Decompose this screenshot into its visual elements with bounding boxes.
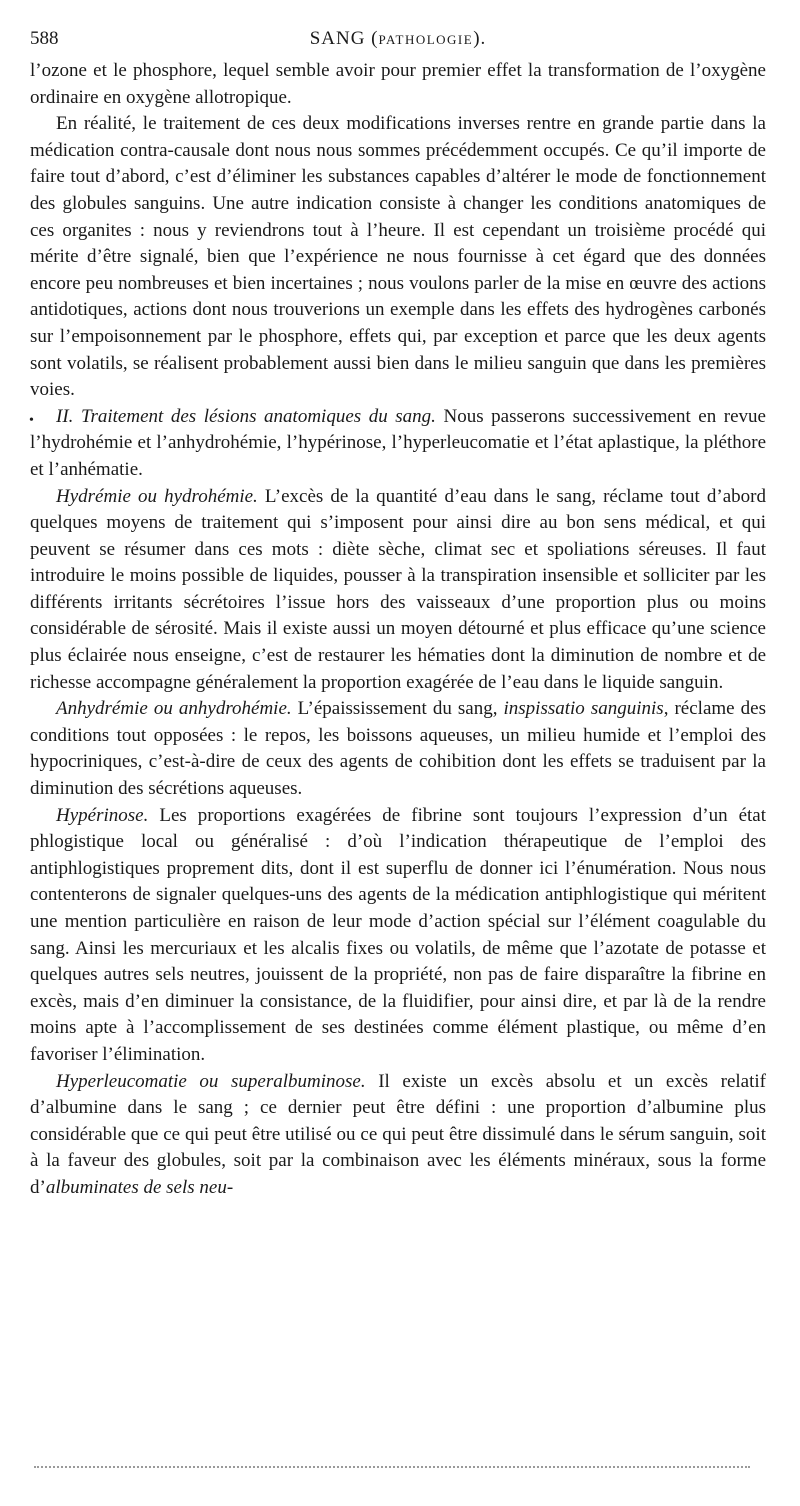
page-number: 588 bbox=[30, 28, 59, 49]
anhydremie-text-a: L’épaississement du sang, bbox=[291, 698, 504, 720]
heading-hyperleucomatie: Hyperleucomatie ou superalbuminose. bbox=[56, 1070, 366, 1092]
running-head bbox=[30, 26, 766, 54]
paragraph-continuation: l’ozone et le phosphore, lequel semble avoir pour premier effet la transformation de l’oxygène ordinaire en oxygène allotropique. bbox=[30, 60, 766, 108]
hyperinose-text: Les proportions exagérées de fibrine sont toujours l’expression d’un état phlogistique local ou généralisé : d’où l’indication thérapeutique de l’emploi des antiphlogistiques proprement dits, dont il est superflu de donner ici l’énumération. Nous nous contenterons de signaler quelques-uns des agents de la médication antiphlogistique qui méritent une mention particulière en raison de leur mode d’action spécial sur l’élément coagulable du sang. Ainsi les mercuriaux et les alcalis fixes ou volatils, de même que l’azotate de potasse et quelques autres sels neutres, jouissent de la propriété, non pas de faire disparaître la fibrine en excès, mais d’en diminuer la consistance, de la fluidifier, pour ainsi dire, et par là de la rendre moins apte à l’accomplissement de ses destinées comme élément plastique, ou même d’en favoriser l’élimination. bbox=[30, 804, 766, 1065]
running-head-end: ). bbox=[473, 28, 487, 49]
running-head-small-caps: PATHOLOGIE bbox=[378, 32, 474, 47]
paragraph-section-ii bbox=[30, 404, 766, 484]
marginal-mark: • bbox=[29, 412, 34, 428]
paragraph-treatment-modifications: En réalité, le traitement de ces deux modifications inverses rentre en grande partie dans la médication contra-causale dont nous nous sommes précédemment occupés. Ce qu’il importe de faire tout d’abord, c’est d’éliminer les substances capables d’altérer le mode de fonctionnement des globules sanguins. Une autre indication consiste à changer les conditions anatomiques de ces organites : nous y reviendrons tout à l’heure. Il est cependant un troisième procédé qui mérite d’être signalé, bien que l’expérience ne nous fournisse à cet égard que des données encore peu nombreuses et bien incertaines ; nous voulons parler de la mise en œuvre des actions antidotiques, actions dont nous trouverions un exemple dans les effets des hydrogènes carbonés sur l’empoisonnement par le phosphore, effets qui, par exception et parce que les deux agents sont volatils, se réalisent probablement aussi bien dans le milieu sanguin que dans les premières voies. bbox=[30, 113, 766, 401]
section-ii-text: Nous passerons successivement en revue l’hydrohémie et l’anhydrohémie, l’hypérinose, l’hyperleucomatie et l’état aplastique, la pléthore et l’anhématie. bbox=[30, 405, 766, 480]
running-head-main: SANG ( bbox=[309, 28, 379, 49]
paragraph-anhydremie bbox=[30, 696, 766, 802]
latin-term: inspissatio sanguinis bbox=[503, 698, 664, 720]
albuminates-term: albuminates de sels neu- bbox=[45, 1176, 234, 1198]
hyperleucomatie-text: Il existe un excès absolu et un excès relatif d’albumine dans le sang ; ce dernier peut être défini : une proportion d’albumine plus considérable que ce qui peut être utilisé ou ce qui peut être dissimulé dans le sérum sanguin, soit à la faveur des globules, soit par la combinaison avec les éléments minéraux, sous la forme d’ bbox=[30, 1070, 766, 1198]
paragraph-hyperinose bbox=[30, 803, 766, 1069]
hydremie-text: L’excès de la quantité d’eau dans le sang, réclame tout d’abord quelques moyens de traitement qui s’imposent pour ainsi dire au bon sens médical, et qui peuvent se résumer dans ces mots : diète sèche, climat sec et spoliations séreuses. Il faut introduire le moins possible de liquides, pousser à la transpiration insensible et solliciter par les différents irritants sécrétoires l’issue hors des vaisseaux d’une proportion plus ou moins considérable de sérosité. Mais il existe aussi un moyen détourné et plus efficace qu’une science plus éclairée nous enseigne, c’est de restaurer les hématies dont la diminution de nombre et de richesse accompagne généralement la proportion exagérée de l’eau dans le liquide sanguin. bbox=[30, 485, 766, 693]
paragraph-hyperleucomatie bbox=[30, 1069, 766, 1202]
book-page bbox=[30, 26, 766, 1202]
heading-hyperinose: Hypérinose. bbox=[56, 804, 149, 826]
footer-dotted-rule bbox=[34, 1466, 750, 1468]
heading-hydremie: Hydrémie ou hydrohémie. bbox=[56, 485, 258, 507]
heading-anhydremie: Anhydrémie ou anhydrohémie. bbox=[56, 698, 292, 720]
page-header bbox=[30, 26, 766, 56]
paragraph-hydremie bbox=[30, 484, 766, 697]
anhydremie-text-b: , réclame des conditions tout opposées : le repos, les boissons aqueuses, un milieu humide et l’emploi des hypocriniques, c’est-à-dire de ceux des agents de cohibition dont les effets se traduisent par la diminution des sécrétions aqueuses. bbox=[30, 698, 766, 800]
section-heading-ii: II. Traitement des lésions anatomiques du sang. bbox=[56, 405, 436, 427]
